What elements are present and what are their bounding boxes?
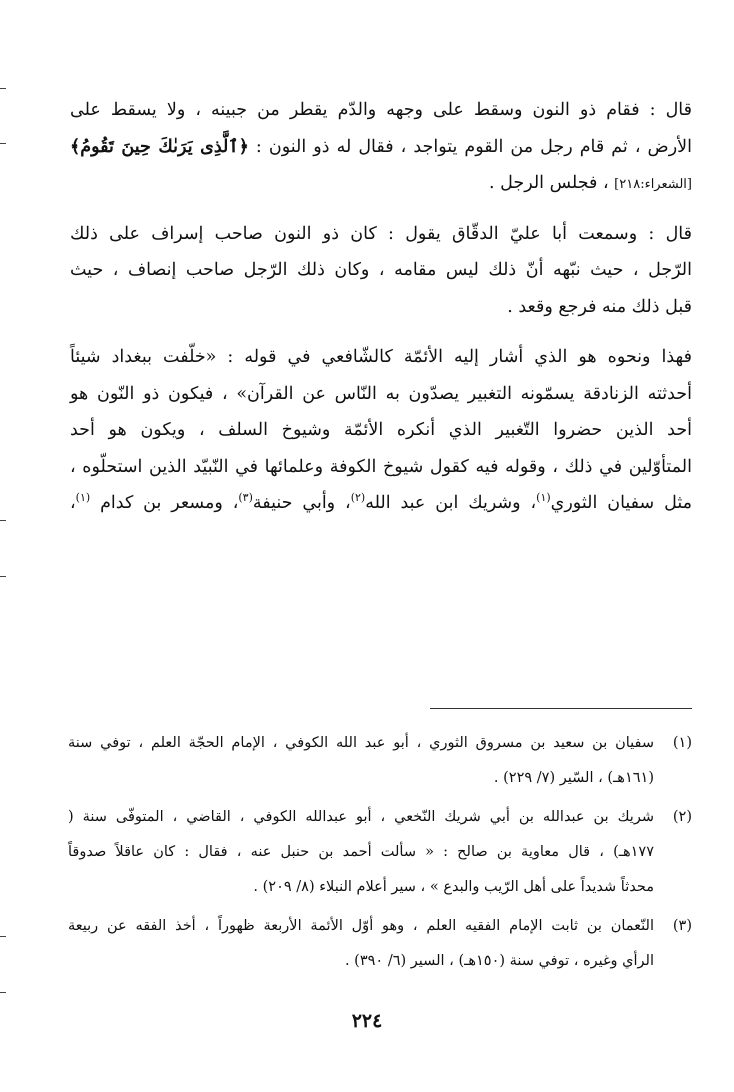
footnote-body bbox=[68, 800, 654, 905]
scan-edge-mark bbox=[0, 143, 6, 144]
footnote-body bbox=[68, 726, 654, 796]
footnotes bbox=[68, 726, 692, 983]
footnote-number: (٣) bbox=[672, 918, 692, 934]
scan-edge-mark bbox=[0, 88, 6, 89]
line-text: مثل سفيان الثوري bbox=[550, 493, 692, 513]
text-line: فهذا ونحوه هو الذي أشار إليه الأئمّة كالشّافعي في قوله : «خلّفت ببغداد شيئاً bbox=[70, 347, 692, 367]
footnote-marker[interactable]: (١) bbox=[536, 491, 551, 505]
text-line bbox=[70, 485, 692, 522]
footnote-line: الرأي وغيره ، توفي سنة (١٥٠هـ) ، السير (٦/ ٣٩٠) . bbox=[344, 953, 654, 969]
footnote-marker[interactable]: (٢) bbox=[350, 491, 366, 505]
line-text: ، ومسعر بن كدام bbox=[100, 493, 239, 513]
footnote-line: سفيان بن سعيد بن مسروق الثوري ، أبو عبد الله الكوفي ، الإمام الحجّة العلم ، توفي سنة bbox=[68, 735, 654, 751]
scan-edge-mark bbox=[0, 576, 6, 577]
line-text: الأرض ، ثم قام رجل من القوم يتواجد ، فقال له ذو النون : bbox=[255, 136, 692, 157]
line-text: ، وأبي حنيفة bbox=[252, 493, 351, 513]
line-text: ، bbox=[70, 493, 76, 513]
footnote-3 bbox=[68, 909, 692, 979]
footnote-line: شريك بن عبدالله بن أبي شريك النّخعي ، أبو عبدالله الكوفي ، القاضي ، المتوفّى سنة ( bbox=[68, 809, 654, 825]
text-line: الرّجل ، حيث نبّهه أنّ ذلك ليس مقامه ، وكان ذلك الرّجل صاحب إنصاف ، حيث bbox=[70, 260, 692, 280]
text-line bbox=[70, 165, 692, 202]
text-line: أحدثته الزنادقة يسمّونه التغبير يصدّون به النّاس عن القرآن» ، فيكون ذو النّون هو bbox=[70, 383, 692, 404]
footnote-number: (٢) bbox=[672, 809, 692, 825]
footnote-separator bbox=[430, 708, 692, 709]
footnote-body bbox=[68, 909, 654, 979]
scan-edge-mark bbox=[0, 520, 6, 521]
line-text: ، وشريك ابن عبد الله bbox=[365, 493, 537, 513]
text-line: قال : وسمعت أبا عليّ الدقّاق يقول : كان ذو النون صاحب إسراف على ذلك bbox=[70, 223, 692, 244]
verse-reference: [الشعراء:٢١٨] bbox=[614, 177, 692, 192]
paragraph-2 bbox=[70, 216, 692, 326]
text-line: المتأوّلين في ذلك ، وقوله فيه كقول شيوخ الكوفة وعلمائها في النّبيّد الذين استحلّوه ، bbox=[70, 456, 692, 477]
paragraph-3 bbox=[70, 339, 692, 522]
text-line: قبل ذلك منه فرجع وقعد . bbox=[507, 296, 692, 317]
paragraph-1 bbox=[70, 92, 692, 202]
footnote-number: (١) bbox=[672, 735, 692, 751]
line-text: ، فجلس الرجل . bbox=[489, 173, 609, 193]
scan-edge-mark bbox=[0, 992, 6, 993]
main-text bbox=[70, 92, 692, 536]
page-number: ٢٢٤ bbox=[351, 1010, 383, 1032]
quran-verse: ﴿ٱلَّذِى يَرَىٰكَ حِينَ تَقُومُ﴾ bbox=[70, 136, 249, 157]
text-line: أحد الذين حضروا التّغبير الذي أنكره الأئمّة وشيوخ السلف ، ويكون هو أحد bbox=[70, 420, 692, 440]
text-line bbox=[70, 129, 692, 166]
footnote-1 bbox=[68, 726, 692, 796]
footnote-line: النّعمان بن ثابت الإمام الفقيه العلم ، وهو أوّل الأئمة الأربعة ظهوراً ، أخذ الفقه عن ربيعة bbox=[68, 918, 654, 934]
footnote-line: ١٧٧هـ) ، قال معاوية بن صالح : « سألت أحمد بن حنبل عنه ، فقال : كان عاقلاً صدوقاً bbox=[68, 844, 654, 860]
footnote-line: (١٦١هـ) ، السّير (٧/ ٢٢٩) . bbox=[493, 770, 654, 786]
footnote-line: محدثاً شديداً على أهل الرّيب والبدع » ، سير أعلام النبلاء (٨/ ٢٠٩) . bbox=[253, 879, 654, 895]
footnote-2 bbox=[68, 800, 692, 905]
footnote-marker[interactable]: (٣) bbox=[238, 491, 253, 505]
footnote-marker[interactable]: (١) bbox=[75, 491, 91, 505]
scan-edge-mark bbox=[0, 936, 6, 937]
text-line: قال : فقام ذو النون وسقط على وجهه والدّم يقطر من جبينه ، ولا يسقط على bbox=[70, 100, 692, 120]
